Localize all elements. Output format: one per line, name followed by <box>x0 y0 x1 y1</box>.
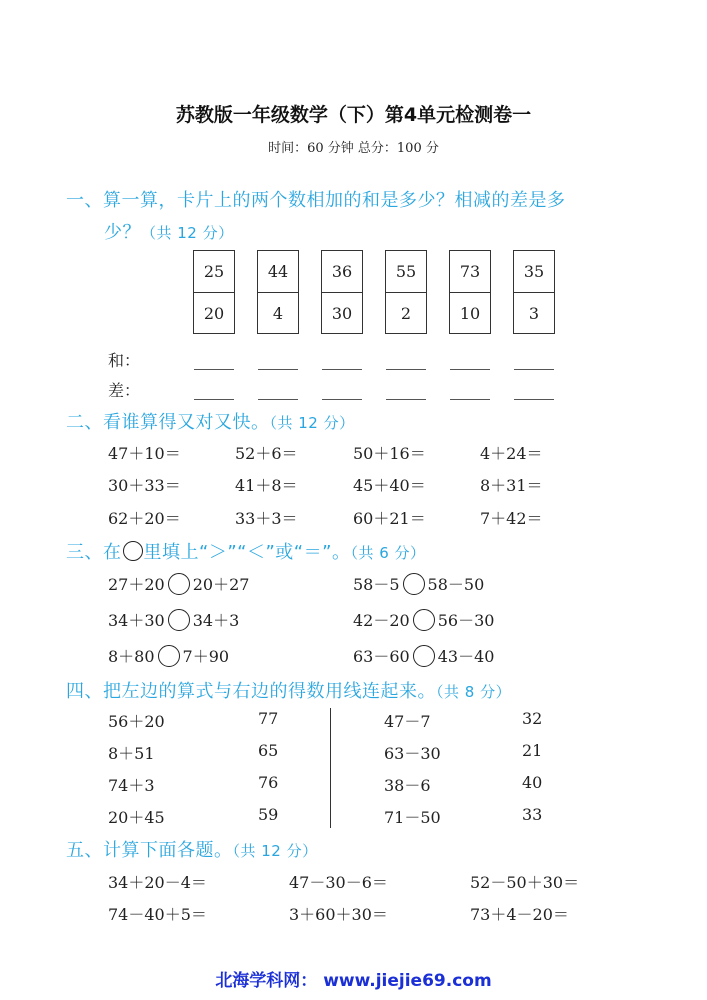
card-bottom-number: 3 <box>528 304 540 323</box>
match-right-expression[interactable]: 71－50 <box>384 808 441 827</box>
match-left-result[interactable]: 59 <box>258 805 279 824</box>
calculation-item: 47－30－6＝ <box>289 873 388 892</box>
page-title: 苏教版一年级数学（下）第4单元检测卷一 <box>175 104 532 126</box>
answer-circle[interactable] <box>158 645 180 667</box>
card-top-number: 44 <box>267 262 289 281</box>
sum-answer-blank[interactable] <box>258 369 298 370</box>
calculation-item: 74－40＋5＝ <box>108 905 207 924</box>
calculation-item: 73＋4－20＝ <box>470 905 569 924</box>
match-left-result[interactable]: 77 <box>258 709 279 728</box>
card-bottom-number: 10 <box>459 304 481 323</box>
match-right-result[interactable]: 21 <box>522 741 543 760</box>
card-divider <box>322 292 362 293</box>
equation-item: 50＋16＝ <box>353 444 426 463</box>
number-card <box>257 250 299 334</box>
match-left-result[interactable]: 76 <box>258 773 279 792</box>
section-4-heading: 四、把左边的算式与右边的得数用线连起来。（共 8 分） <box>66 681 512 702</box>
expression-left: 27＋20 <box>108 575 165 594</box>
equation-item: 47＋10＝ <box>108 444 181 463</box>
difference-answer-blank[interactable] <box>322 399 362 400</box>
card-top-number: 73 <box>459 262 481 281</box>
divider-line <box>330 708 331 828</box>
expression-right: 20＋27 <box>192 575 250 594</box>
card-bottom-number: 2 <box>400 304 412 323</box>
equation-item: 4＋24＝ <box>480 444 543 463</box>
match-right-expression[interactable]: 63－30 <box>384 744 441 763</box>
match-right-result[interactable]: 40 <box>522 773 543 792</box>
footer-watermark: 北海学科网： www.jiejie69.com <box>215 971 492 991</box>
section-2-points: （共 12 分） <box>269 414 355 432</box>
comparison-left <box>108 608 239 631</box>
sum-answer-blank[interactable] <box>450 369 490 370</box>
difference-label: 差： <box>108 381 141 400</box>
card-bottom-number: 4 <box>272 304 284 323</box>
number-card <box>513 250 555 334</box>
section-2-heading: 二、看谁算得又对又快。（共 12 分） <box>66 412 355 433</box>
section-4-points: （共 8 分） <box>436 683 512 701</box>
match-right-expression[interactable]: 38－6 <box>384 776 431 795</box>
match-left-expression[interactable]: 56＋20 <box>108 712 165 731</box>
match-left-result[interactable]: 65 <box>258 741 279 760</box>
expression-right: 58－50 <box>427 575 485 594</box>
match-right-result[interactable]: 33 <box>522 805 543 824</box>
equation-item: 45＋40＝ <box>353 476 426 495</box>
expression-left: 34＋30 <box>108 611 165 630</box>
expression-left: 8＋80 <box>108 647 155 666</box>
equation-item: 7＋42＝ <box>480 509 543 528</box>
number-card <box>449 250 491 334</box>
section-1-heading-line1: 一、算一算，卡片上的两个数相加的和是多少？相减的差是多 <box>66 190 566 211</box>
card-divider <box>450 292 490 293</box>
sum-answer-blank[interactable] <box>386 369 426 370</box>
number-card <box>193 250 235 334</box>
card-bottom-number: 20 <box>203 304 225 323</box>
difference-answer-blank[interactable] <box>194 399 234 400</box>
card-divider <box>258 292 298 293</box>
answer-circle[interactable] <box>413 609 435 631</box>
sum-answer-blank[interactable] <box>194 369 234 370</box>
answer-circle[interactable] <box>403 573 425 595</box>
card-divider <box>514 292 554 293</box>
calculation-item: 52－50＋30＝ <box>470 873 580 892</box>
difference-answer-blank[interactable] <box>386 399 426 400</box>
equation-item: 30＋33＝ <box>108 476 181 495</box>
expression-left: 63－60 <box>353 647 410 666</box>
equation-item: 62＋20＝ <box>108 509 181 528</box>
expression-left: 58－5 <box>353 575 400 594</box>
card-divider <box>386 292 426 293</box>
equation-item: 8＋31＝ <box>480 476 543 495</box>
sum-label: 和： <box>108 351 141 370</box>
sum-answer-blank[interactable] <box>322 369 362 370</box>
difference-answer-blank[interactable] <box>514 399 554 400</box>
sum-answer-blank[interactable] <box>514 369 554 370</box>
calculation-item: 34＋20－4＝ <box>108 873 207 892</box>
comparison-left <box>108 644 229 667</box>
card-top-number: 25 <box>203 262 225 281</box>
expression-right: 7＋90 <box>182 647 230 666</box>
match-left-expression[interactable]: 74＋3 <box>108 776 155 795</box>
section-5-heading: 五、计算下面各题。（共 12 分） <box>66 840 318 861</box>
answer-circle[interactable] <box>413 645 435 667</box>
card-bottom-number: 30 <box>331 304 353 323</box>
match-right-expression[interactable]: 47－7 <box>384 712 431 731</box>
comparison-right <box>353 644 494 667</box>
number-card <box>385 250 427 334</box>
exam-info: 时间：60 分钟 总分：100 分 <box>268 141 439 156</box>
expression-right: 43－40 <box>437 647 495 666</box>
equation-item: 41＋8＝ <box>235 476 298 495</box>
card-top-number: 36 <box>331 262 353 281</box>
answer-circle[interactable] <box>168 609 190 631</box>
card-top-number: 55 <box>395 262 417 281</box>
answer-circle[interactable] <box>168 573 190 595</box>
section-1-heading-line2: 少？（共 12 分） <box>104 222 234 243</box>
equation-item: 52＋6＝ <box>235 444 298 463</box>
number-card <box>321 250 363 334</box>
equation-item: 60＋21＝ <box>353 509 426 528</box>
expression-right: 56－30 <box>437 611 495 630</box>
section-5-points: （共 12 分） <box>232 842 318 860</box>
match-left-expression[interactable]: 20＋45 <box>108 808 165 827</box>
expression-right: 34＋3 <box>192 611 240 630</box>
expression-left: 42－20 <box>353 611 410 630</box>
equation-item: 33＋3＝ <box>235 509 298 528</box>
card-top-number: 35 <box>523 262 545 281</box>
section-1-points: （共 12 分） <box>141 224 234 242</box>
comparison-right <box>353 572 484 595</box>
section-3-points: （共 6 分） <box>350 544 426 562</box>
difference-answer-blank[interactable] <box>450 399 490 400</box>
comparison-left <box>108 572 249 595</box>
circle-icon <box>123 541 143 561</box>
match-left-expression[interactable]: 8＋51 <box>108 744 155 763</box>
card-divider <box>194 292 234 293</box>
section-3-heading: 三、在 里填上“＞”“＜”或“＝”。（共 6 分） <box>66 542 426 563</box>
calculation-item: 3＋60＋30＝ <box>289 905 388 924</box>
comparison-right <box>353 608 494 631</box>
match-right-result[interactable]: 32 <box>522 709 543 728</box>
difference-answer-blank[interactable] <box>258 399 298 400</box>
